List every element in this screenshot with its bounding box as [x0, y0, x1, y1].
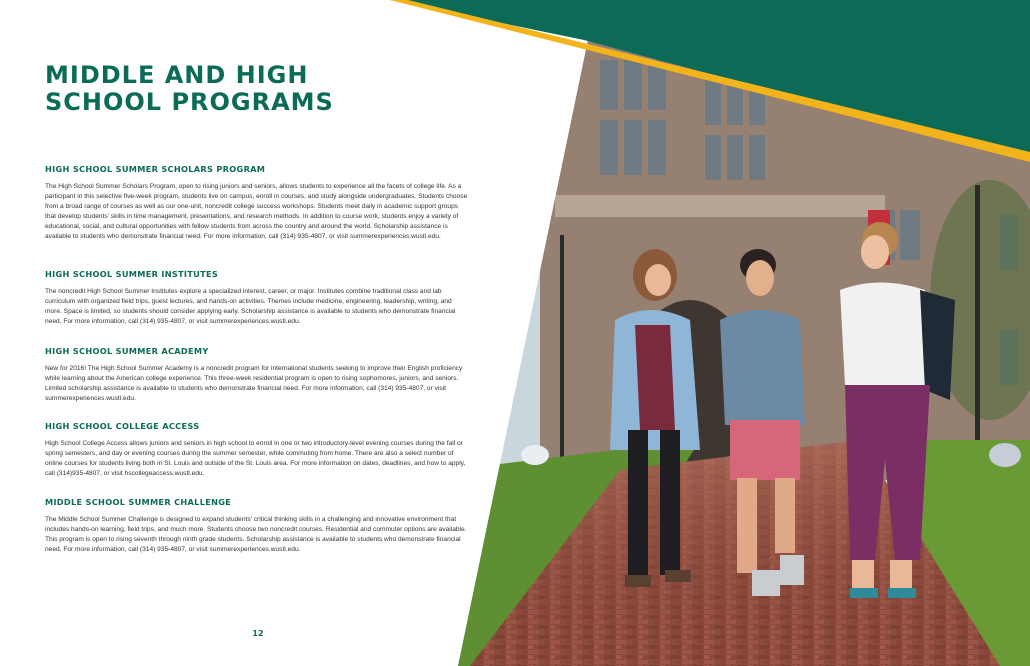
lamp-post: [975, 185, 980, 455]
page-number: 12: [252, 629, 264, 638]
page-title-line-2: SCHOOL PROGRAMS: [45, 88, 334, 116]
section-heading: HIGH SCHOOL SUMMER INSTITUTES: [45, 269, 219, 279]
section-summer-academy: [45, 346, 470, 404]
page-title-line-1: MIDDLE AND HIGH: [45, 61, 309, 89]
section-body: The Middle School Summer Challenge is designed to expand students' critical thinking skills in a challenging and innovative environment that includes hands-on learning, field trips, and much more. Students choose two noncredit courses. Residential and commuter options are available. This program is open to rising seventh through ninth grade students. Scholarship assistance is available to students who demonstrate financial need. For more information, call (314) 935-4807, or visit summerexperiences.wustl.edu.: [45, 516, 467, 554]
section-heading: HIGH SCHOOL COLLEGE ACCESS: [45, 421, 200, 431]
section-heading: MIDDLE SCHOOL SUMMER CHALLENGE: [45, 497, 232, 507]
section-heading: HIGH SCHOOL SUMMER ACADEMY: [45, 346, 209, 356]
section-heading: HIGH SCHOOL SUMMER SCHOLARS PROGRAM: [45, 164, 266, 174]
section-body: The High School Summer Scholars Program, open to rising juniors and seniors, allows students to experience all the facets of college life. As a participant in this selective five-week program, students live on campus, enroll in courses, and study alongside undergraduates. Students choose from a broad range of courses as well as our one-unit, noncredit college success workshops. Students meet daily in academic support groups that develop students' skills in time management, presentations, and research methods. In addition to course work, students enjoy a variety of educational, social, and cultural opportunities with fellow students from across the country and around the world. Scholarship assistance is available to students who demonstrate financial need. For more information, call (314) 935-4807, or visit summerexperiences.wustl.edu.: [45, 183, 468, 241]
section-body: High School College Access allows juniors and seniors in high school to enroll in one or two introductory-level evening courses during the fall or spring semesters, and day or evening courses during the summer semester, while commuting from home. There are also a select number of online courses for students living both in St. Louis and outside of the St. Louis area. For more information on dates, deadlines, and how to apply, call (314)935-4807, or visit hscollegeaccess.wustl.edu.: [45, 440, 466, 478]
section-body: The noncredit High School Summer Institutes explore a specialized interest, career, or major. Institutes combine traditional class and lab curriculum with organized field trips, guest lectures, and hands-on activities. Themes include medicine, engineering, leadership, writing, and more. Space is limited, so students should consider applying early. Scholarship assistance is available to students who demonstrate financial need. For more information, call (314) 935-4807, or visit summerexperiences.wustl.edu.: [45, 288, 456, 326]
section-middle-school-challenge: [45, 497, 470, 555]
section-body: New for 2016! The High School Summer Academy is a noncredit program for international students seeking to improve their English proficiency while learning about the American college experience. This three-week residential program is open to rising sophomores, juniors, and seniors. Limited scholarship assistance is available to students who demonstrate financial need. For more information, call (314) 935-4807, or visit summerexperiences.wustl.edu.: [45, 365, 463, 403]
background-student: [521, 445, 549, 465]
section-summer-scholars: [45, 164, 470, 243]
section-summer-institutes: [45, 269, 470, 327]
section-college-access: [45, 421, 470, 479]
page-title: [45, 62, 465, 116]
background-student: [989, 443, 1021, 467]
